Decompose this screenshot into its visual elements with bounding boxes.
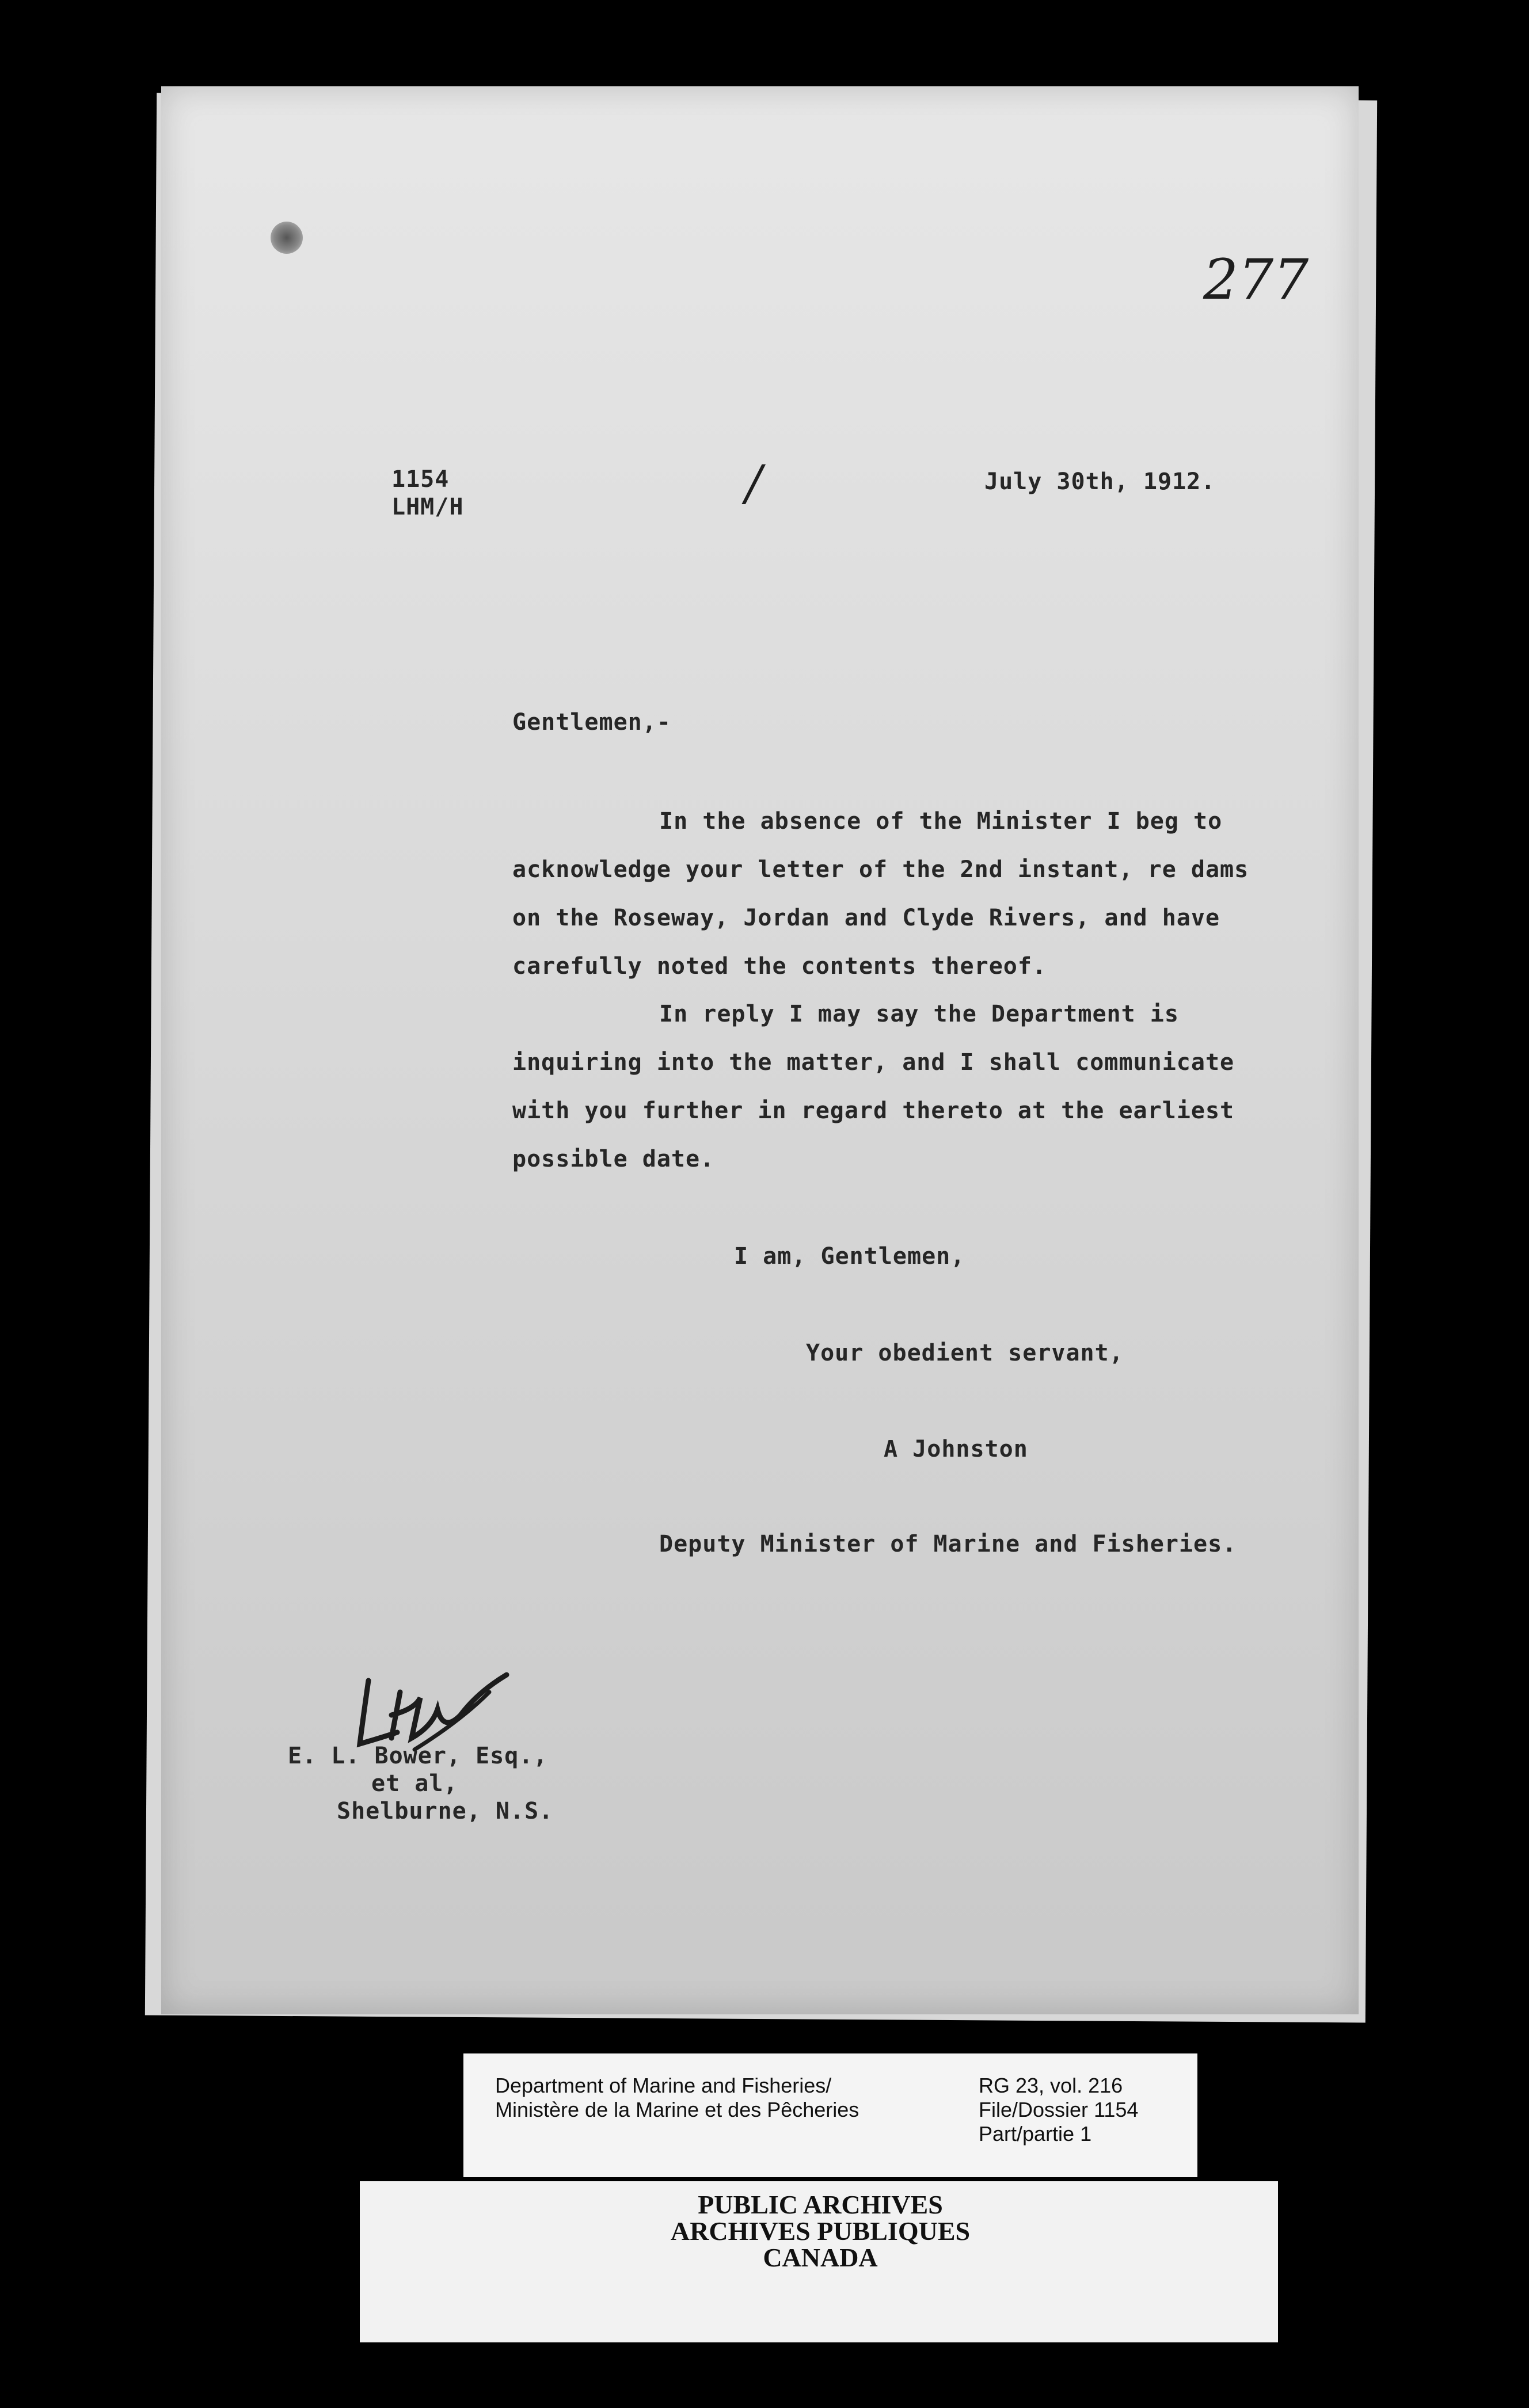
body-line: on the Roseway, Jordan and Clyde Rivers, and have <box>512 905 1220 931</box>
closing-line: I am, Gentlemen, <box>734 1243 965 1270</box>
addressee-others: et al, <box>371 1770 458 1797</box>
handwritten-mark: / <box>746 455 762 511</box>
signature-name: A Johnston <box>884 1436 1028 1462</box>
file-number: 1154 <box>391 466 450 493</box>
body-line: with you further in regard thereto at the earliest <box>512 1098 1235 1124</box>
addressee-location: Shelburne, N.S. <box>337 1798 554 1824</box>
file-initials: LHM/H <box>391 494 464 520</box>
label-department-fr: Ministère de la Marine et des Pêcheries <box>495 2098 859 2121</box>
label-file: File/Dossier 1154 <box>979 2098 1139 2121</box>
folio-number: 277 <box>1203 247 1309 312</box>
letter-date: July 30th, 1912. <box>984 468 1216 495</box>
body-line: In the absence of the Minister I beg to <box>659 808 1223 835</box>
label-archives-en: PUBLIC ARCHIVES <box>698 2190 943 2219</box>
body-line: carefully noted the contents thereof. <box>512 953 1047 980</box>
addressee-name: E. L. Bower, Esq., <box>288 1743 548 1769</box>
punch-hole <box>271 222 303 254</box>
body-line: acknowledge your letter of the 2nd instant, re dams <box>512 856 1249 883</box>
signature-title: Deputy Minister of Marine and Fisheries. <box>659 1531 1237 1557</box>
body-line: possible date. <box>512 1146 715 1172</box>
label-record-group: RG 23, vol. 216 <box>979 2074 1123 2097</box>
closing-servant: Your obedient servant, <box>806 1340 1124 1366</box>
label-department-en: Department of Marine and Fisheries/ <box>495 2074 832 2097</box>
label-part: Part/partie 1 <box>979 2122 1092 2146</box>
label-archives-fr: ARCHIVES PUBLIQUES <box>670 2216 971 2246</box>
salutation: Gentlemen,- <box>512 709 671 736</box>
body-line: In reply I may say the Department is <box>659 1001 1179 1027</box>
body-line: inquiring into the matter, and I shall communicate <box>512 1049 1235 1076</box>
label-country: CANADA <box>763 2243 878 2272</box>
